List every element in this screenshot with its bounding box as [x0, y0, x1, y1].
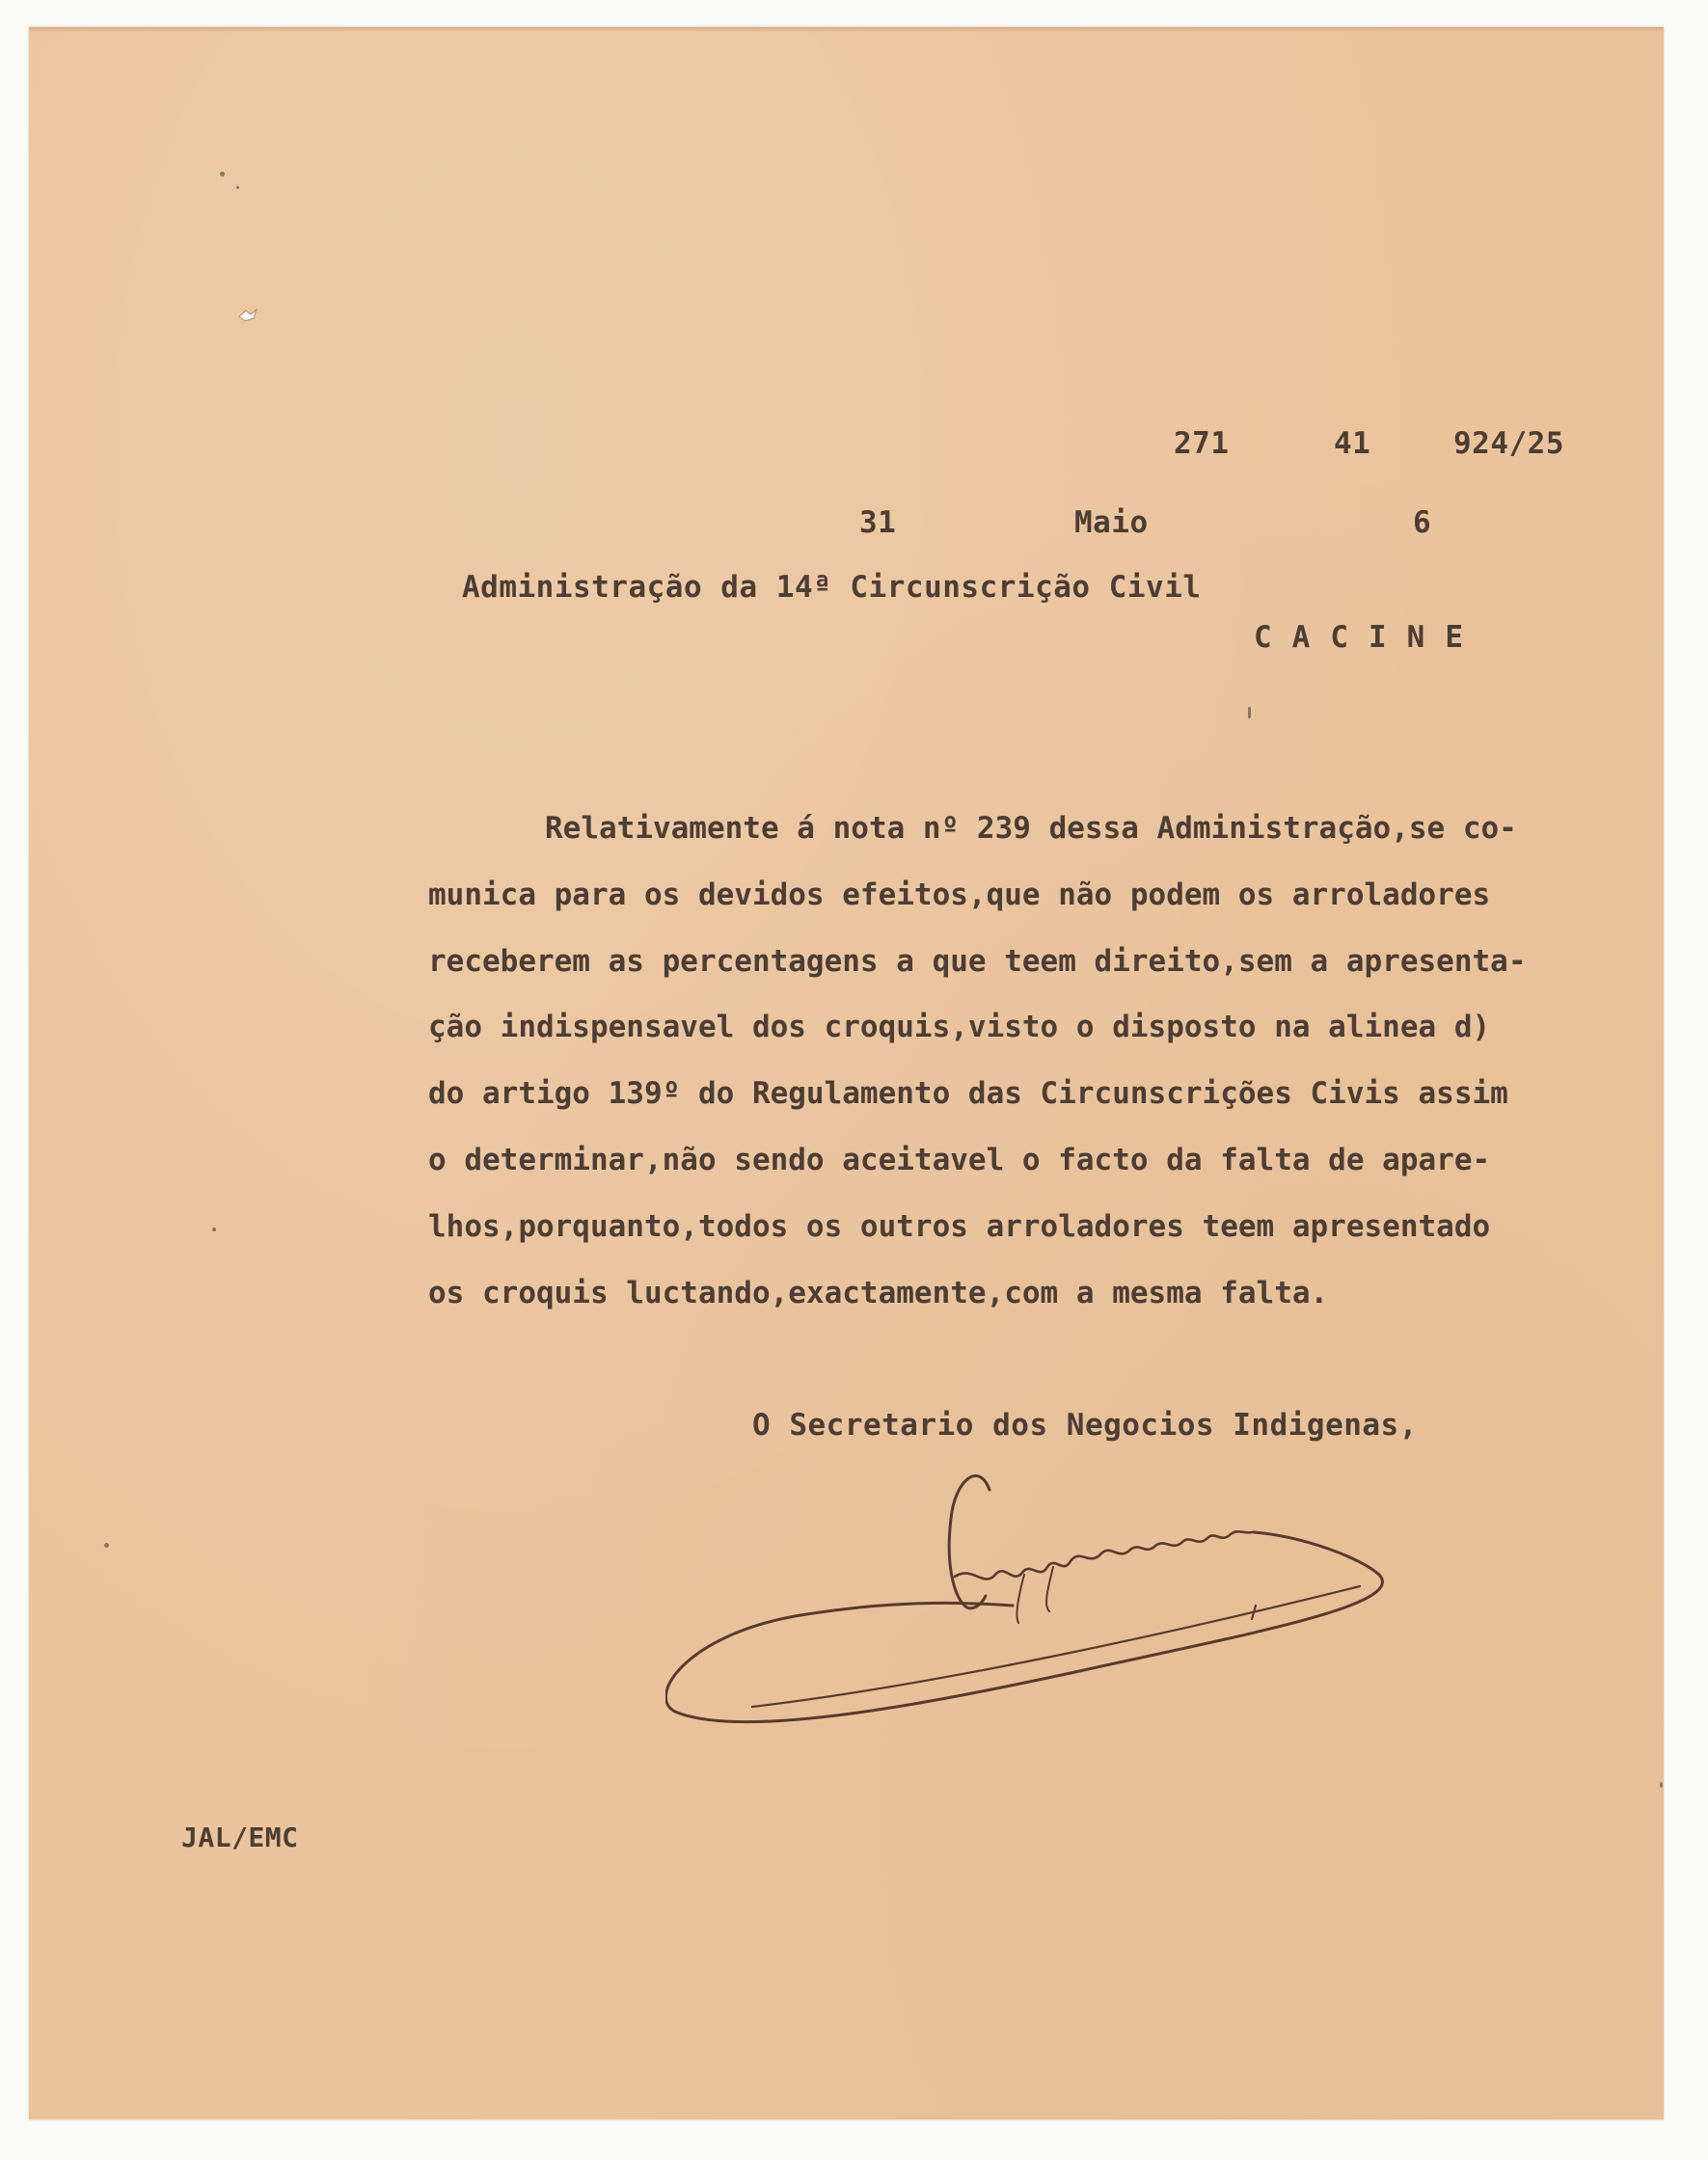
body-line: ção indispensavel dos croquis,visto o disposto na alinea d)	[428, 1010, 1491, 1044]
body-line: lhos,porquanto,todos os outros arroladores teem apresentado	[428, 1209, 1491, 1244]
paper-speck	[220, 172, 225, 176]
closing-title: O Secretario dos Negocios Indigenas,	[752, 1408, 1418, 1443]
addressee-office: Administração da 14ª Circunscrição Civil	[462, 570, 1202, 605]
body-line: Relativamente á nota nº 239 dessa Administração,se co-	[545, 811, 1517, 846]
body-line: do artigo 139º do Regulamento das Circunscrições Civis assim	[428, 1076, 1508, 1111]
paper-top-edge	[29, 27, 1664, 33]
addressee-location: CACINE	[1254, 620, 1483, 655]
reference-number-c: 924/25	[1453, 426, 1564, 461]
body-line: o determinar,não sendo aceitavel o facto da falta de apare-	[428, 1143, 1491, 1177]
body-line: receberem as percentagens a que teem direito,sem a apresenta-	[428, 944, 1527, 979]
reference-number-b: 41	[1334, 426, 1371, 461]
date-month: Maio	[1074, 505, 1149, 540]
paper-speck	[1248, 707, 1251, 718]
body-line: os croquis luctando,exactamente,com a mesma falta.	[428, 1276, 1329, 1310]
paper-speck	[1660, 1782, 1663, 1788]
paper-sheet	[29, 27, 1664, 2120]
paper-speck	[104, 1543, 109, 1548]
handwritten-signature	[665, 1461, 1398, 1750]
reference-number-a: 271	[1174, 426, 1230, 461]
paper-speck	[212, 1228, 216, 1231]
paper-speck	[236, 186, 239, 189]
body-line: munica para os devidos efeitos,que não podem os arroladores	[428, 878, 1491, 912]
paper-tear-mark	[237, 307, 258, 324]
typist-initials: JAL/EMC	[181, 1822, 299, 1853]
date-day: 31	[859, 505, 897, 540]
date-year: 6	[1413, 505, 1432, 540]
